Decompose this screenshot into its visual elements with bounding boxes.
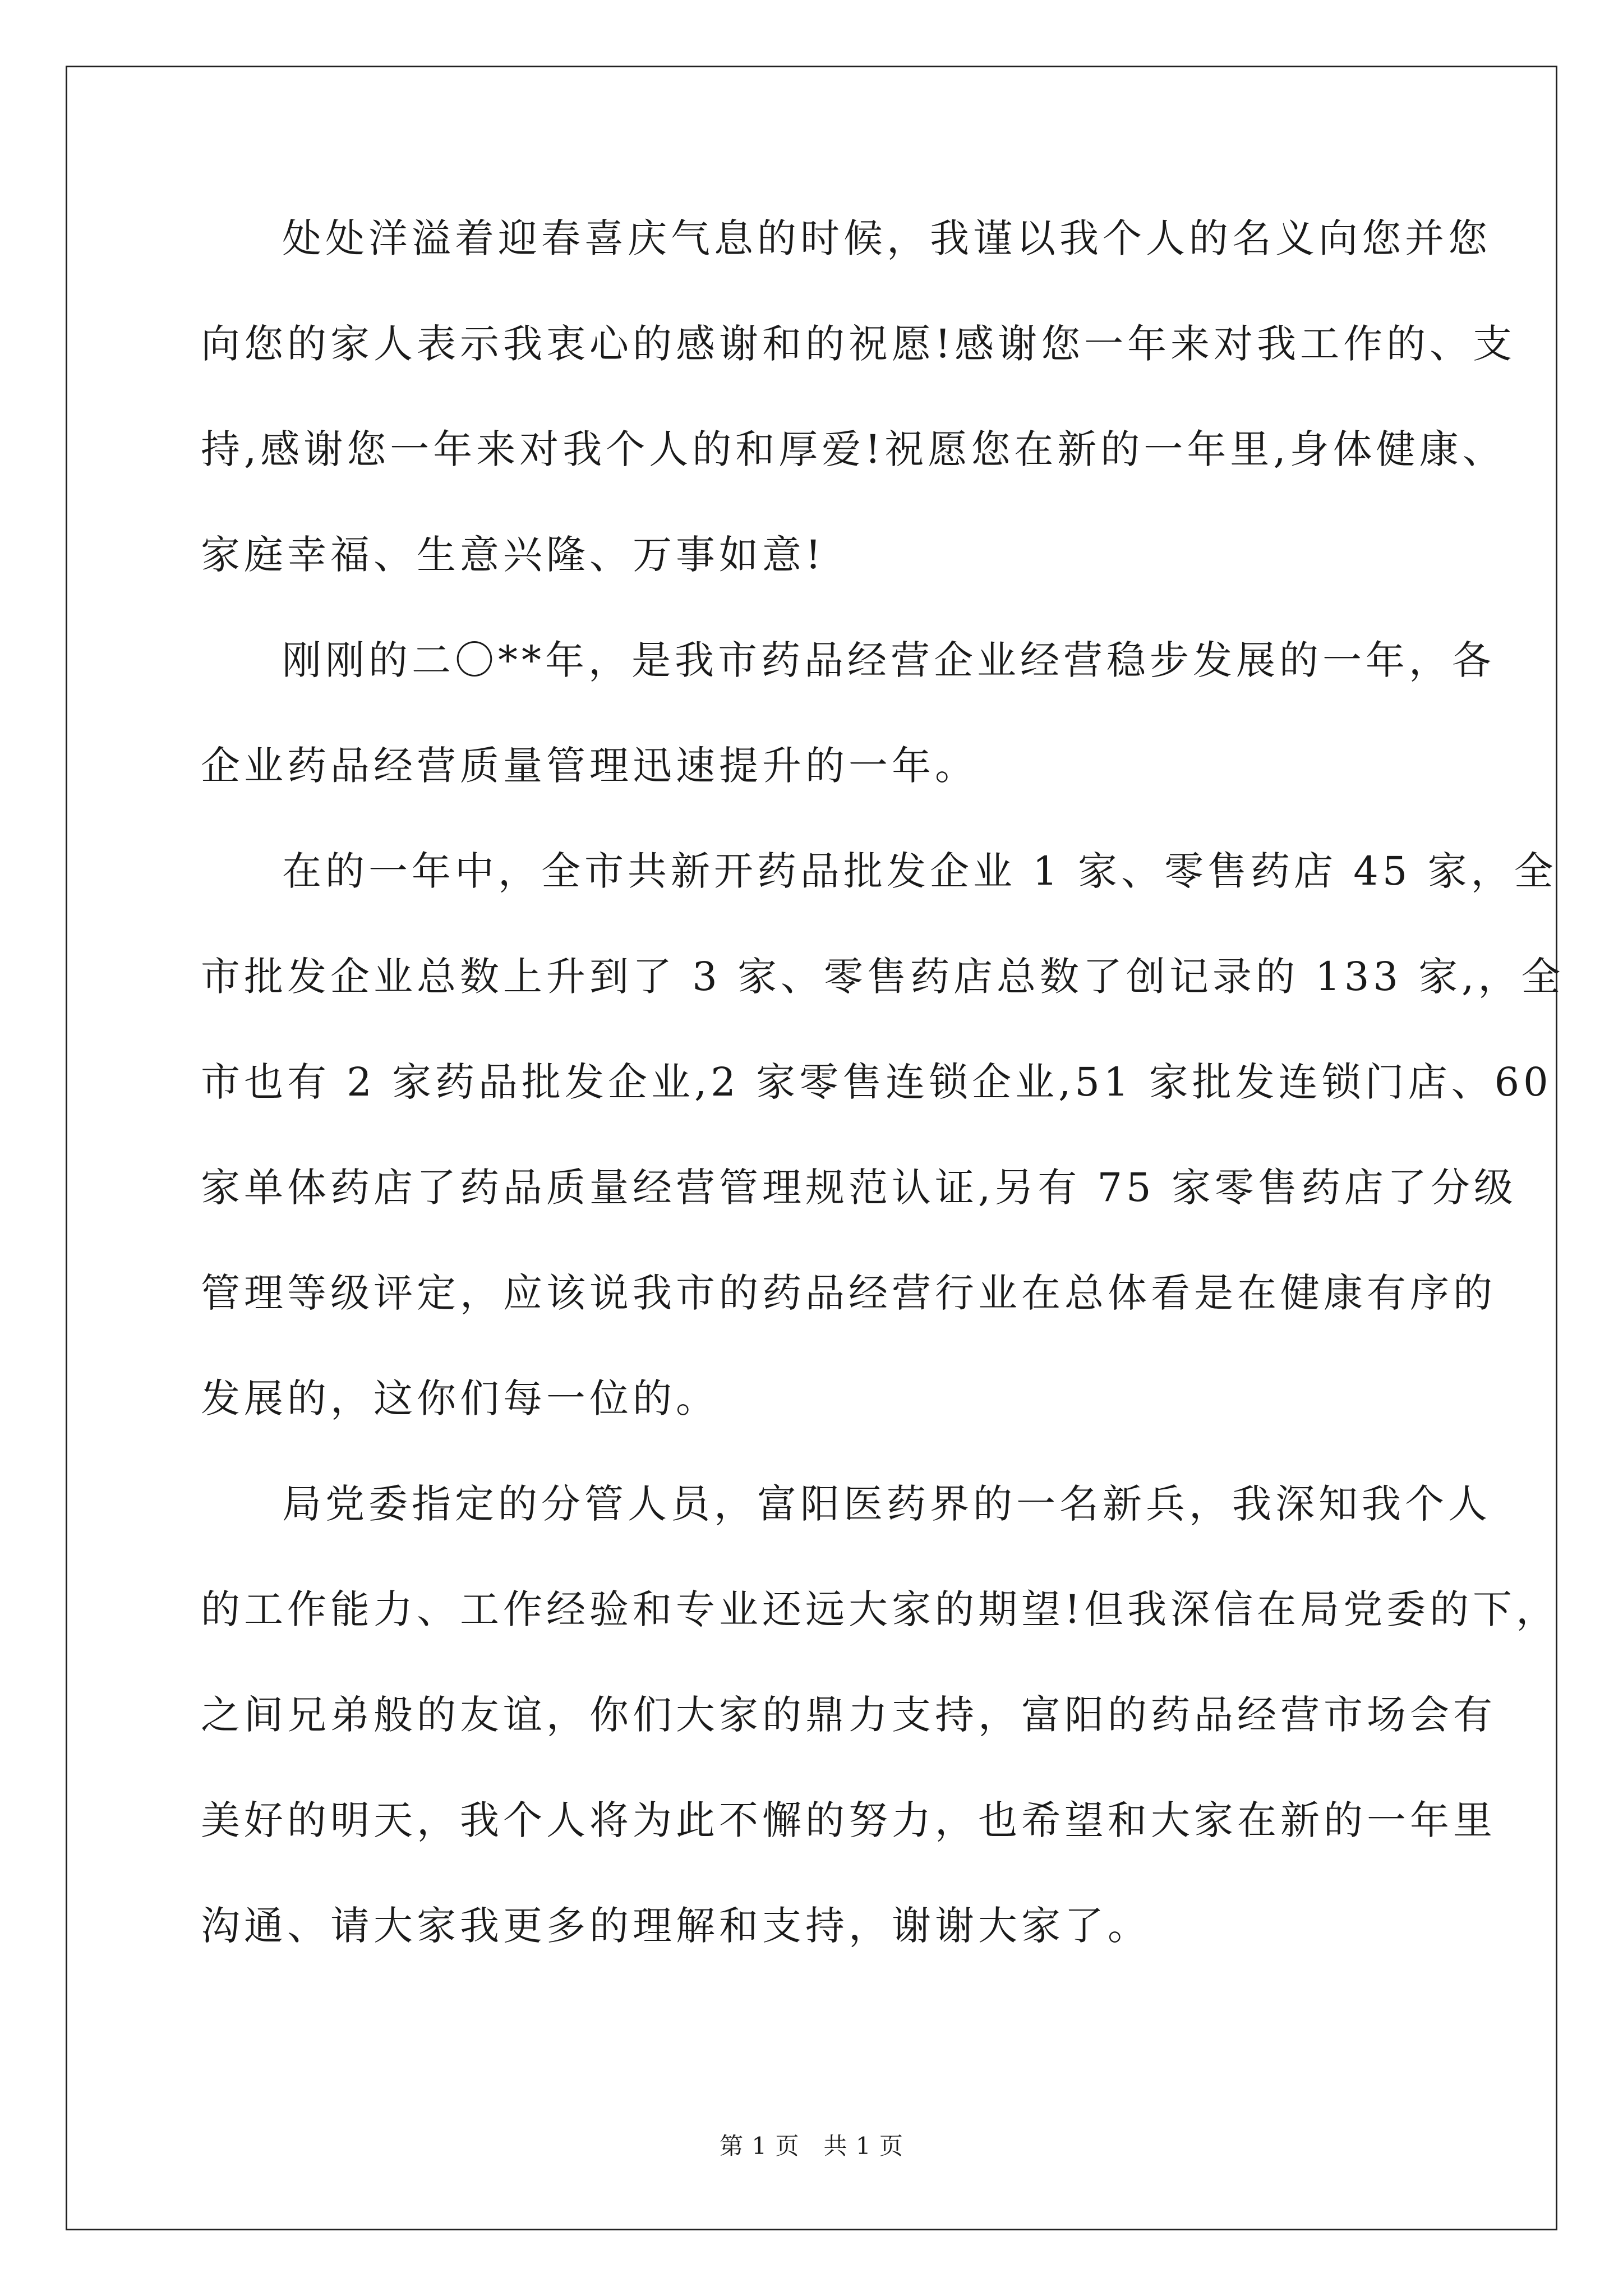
text-line: 之间兄弟般的友谊，你们大家的鼎力支持，富阳的药品经营市场会有	[201, 1692, 1496, 1738]
text-line: 刚刚的二〇**年，是我市药品经营企业经营稳步发展的一年，各	[282, 637, 1495, 683]
text-line: 市也有 2 家药品批发企业,2 家零售连锁企业,51 家批发连锁门店、60	[201, 1059, 1552, 1105]
text-line: 管理等级评定，应该说我市的药品经营行业在总体看是在健康有序的	[201, 1270, 1496, 1316]
text-line: 企业药品经营质量管理迅速提升的一年。	[201, 743, 978, 789]
text-line: 的工作能力、工作经验和专业还远大家的期望!但我深信在局党委的下，	[201, 1586, 1560, 1632]
text-line: 持,感谢您一年来对我个人的和厚爱!祝愿您在新的一年里,身体健康、	[201, 426, 1506, 472]
text-line: 家单体药店了药品质量经营管理规范认证,另有 75 家零售药店了分级	[201, 1165, 1517, 1211]
page-footer: 第 1 页 共 1 页	[720, 2132, 903, 2160]
text-line: 市批发企业总数上升到了 3 家、零售药店总数了创记录的 133 家,，全	[201, 954, 1565, 1000]
text-line: 处处洋溢着迎春喜庆气息的时候，我谨以我个人的名义向您并您	[282, 215, 1491, 261]
text-line: 在的一年中，全市共新开药品批发企业 1 家、零售药店 45 家，全	[282, 848, 1557, 894]
text-line: 向您的家人表示我衷心的感谢和的祝愿!感谢您一年来对我工作的、支	[201, 321, 1516, 367]
document-body	[201, 215, 1565, 2012]
text-line: 美好的明天，我个人将为此不懈的努力，也希望和大家在新的一年里	[201, 1797, 1496, 1843]
text-line: 沟通、请大家我更多的理解和支持，谢谢大家了。	[201, 1903, 1151, 1949]
text-line: 发展的，这你们每一位的。	[201, 1375, 719, 1421]
text-line: 家庭幸福、生意兴隆、万事如意!	[201, 532, 826, 578]
text-line: 局党委指定的分管人员，富阳医药界的一名新兵，我深知我个人	[282, 1481, 1491, 1527]
